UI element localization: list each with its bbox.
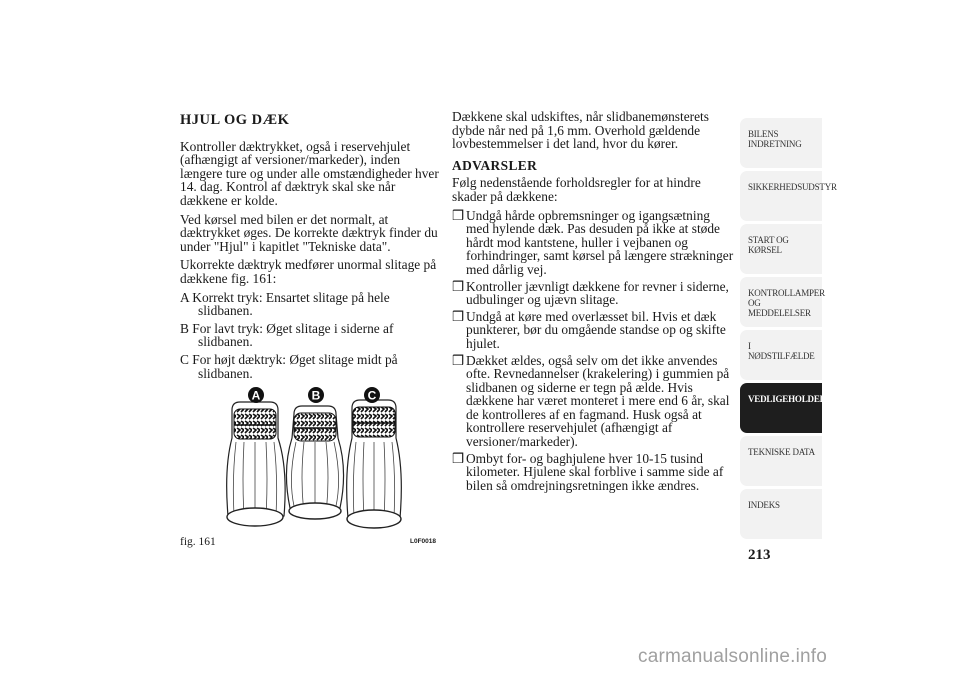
bullet-box-icon: ❒ [452,450,465,466]
tire-a-drawing [227,402,285,526]
bullet-text: Ombyt for- og baghjulene hver 10-15 tusind kilometer. Hjulene skal forblive i samme side af bilen så omdrejningsretningen ikke ændres. [466,450,724,493]
tire-b-drawing [286,406,343,519]
list-item-c: C For højt dæktryk: Øget slitage midt på slidbanen. [180,351,398,381]
bullet-text: Dækket ældes, også selv om det ikke anvendes ofte. Revnedannelser (krakelering) i gummien på slidbanen og siderne er tegn på ælde. Hvis dækkene har været monteret i mere end 6 år, skal de kontrolleres af en fagmand. Husk også at kontrollere reservehjulet (afhængigt af versioner/markeder). [466,352,730,450]
bullet-text: Undgå hårde opbremsninger og igangsætning med hylende dæk. Pas desuden på ikke at støde hårdt mod kantstene, huller i vejbanen og forhindringer, samt kørsel på længere strækninger med dårlig vej. [466,207,734,277]
left-column [180,110,442,384]
list-item-a: A Korrekt tryk: Ensartet slitage på hele slidbanen. [180,289,390,319]
bullet-box-icon: ❒ [452,308,465,324]
paragraph-tread-depth: Dækkene skal udskiftes, når slidbanemønsterets dybde når ned på 1,6 mm. Overhold gældende lovbestemmelser i det land, hvor du kører. [452,109,709,152]
list-item [452,354,734,449]
paragraph-pressure-driving: Ved kørsel med bilen er det normalt, at dæktrykket øges. De korrekte dæktryk finder du under "Hjul" i kapitlet "Tekniske data". [180,211,438,254]
bullet-text: Undgå at køre med overlæsset bil. Hvis et dæk punkterer, bør du omgående standse op og skifte hjulet. [466,308,726,351]
label-b-text: B [311,388,321,403]
tab-kontrollamper[interactable]: KONTROLLAMPER OG MEDDELELSER [740,277,822,327]
list-item [452,452,734,493]
label-b-badge [308,387,324,403]
page-number: 213 [748,547,771,563]
tab-start-og-korsel[interactable]: START OG KØRSEL [740,224,822,274]
tab-sikkerhedsudstyr[interactable]: SIKKERHEDSUDSTYR [740,171,822,221]
paragraph-pressure-check: Kontroller dæktrykket, også i reservehjulet (afhængigt af versioner/markeder), inden længere ture og under alle omstændigheder hver 14. dag. Kontrol af dæktryk skal ske når dækkene er kolde. [180,138,439,208]
tab-indeks[interactable]: INDEKS [740,489,822,539]
list-item [452,209,734,277]
bullet-box-icon: ❒ [452,207,465,223]
tire-wear-illustration [180,378,442,540]
chapter-tabs [740,118,837,542]
section-heading: HJUL OG DÆK [180,112,290,128]
bullet-box-icon: ❒ [452,352,465,368]
tab-tekniske-data[interactable]: TEKNISKE DATA [740,436,822,486]
tire-c-drawing [347,400,402,528]
label-a-badge [248,387,264,403]
warning-heading: ADVARSLER [452,157,538,173]
list-item [452,310,734,351]
bullet-text: Kontroller jævnligt dækkene for revner i siderne, udbulinger og ujævn slitage. [466,278,729,308]
tire-wear-figure [180,378,442,540]
list-item [452,280,734,307]
paragraph-incorrect-pressure: Ukorrekte dæktryk medfører unormal slitage på dækkene fig. 161: [180,257,437,286]
label-c-text: C [367,388,377,403]
figure-code: L0F0018 [410,538,437,545]
tab-i-nodstilfaelde[interactable]: I NØDSTILFÆLDE [740,330,822,380]
list-item-b: B For lavt tryk: Øget slitage i siderne af slidbanen. [180,320,394,350]
paragraph-precautions: Følg nedenstående forholdsregler for at hindre skader på dækkene: [452,175,701,204]
watermark: carmanualsonline.info [638,646,828,667]
tab-vedligeholdelse[interactable]: VEDLIGEHOLDELSE [740,383,822,433]
tab-bilens-indretning[interactable]: BILENS INDRETNING [740,118,822,168]
bullet-box-icon: ❒ [452,278,465,294]
label-c-badge [364,387,380,403]
figure-caption: fig. 161 [180,536,216,548]
label-a-text: A [251,388,261,403]
right-column [452,110,734,495]
